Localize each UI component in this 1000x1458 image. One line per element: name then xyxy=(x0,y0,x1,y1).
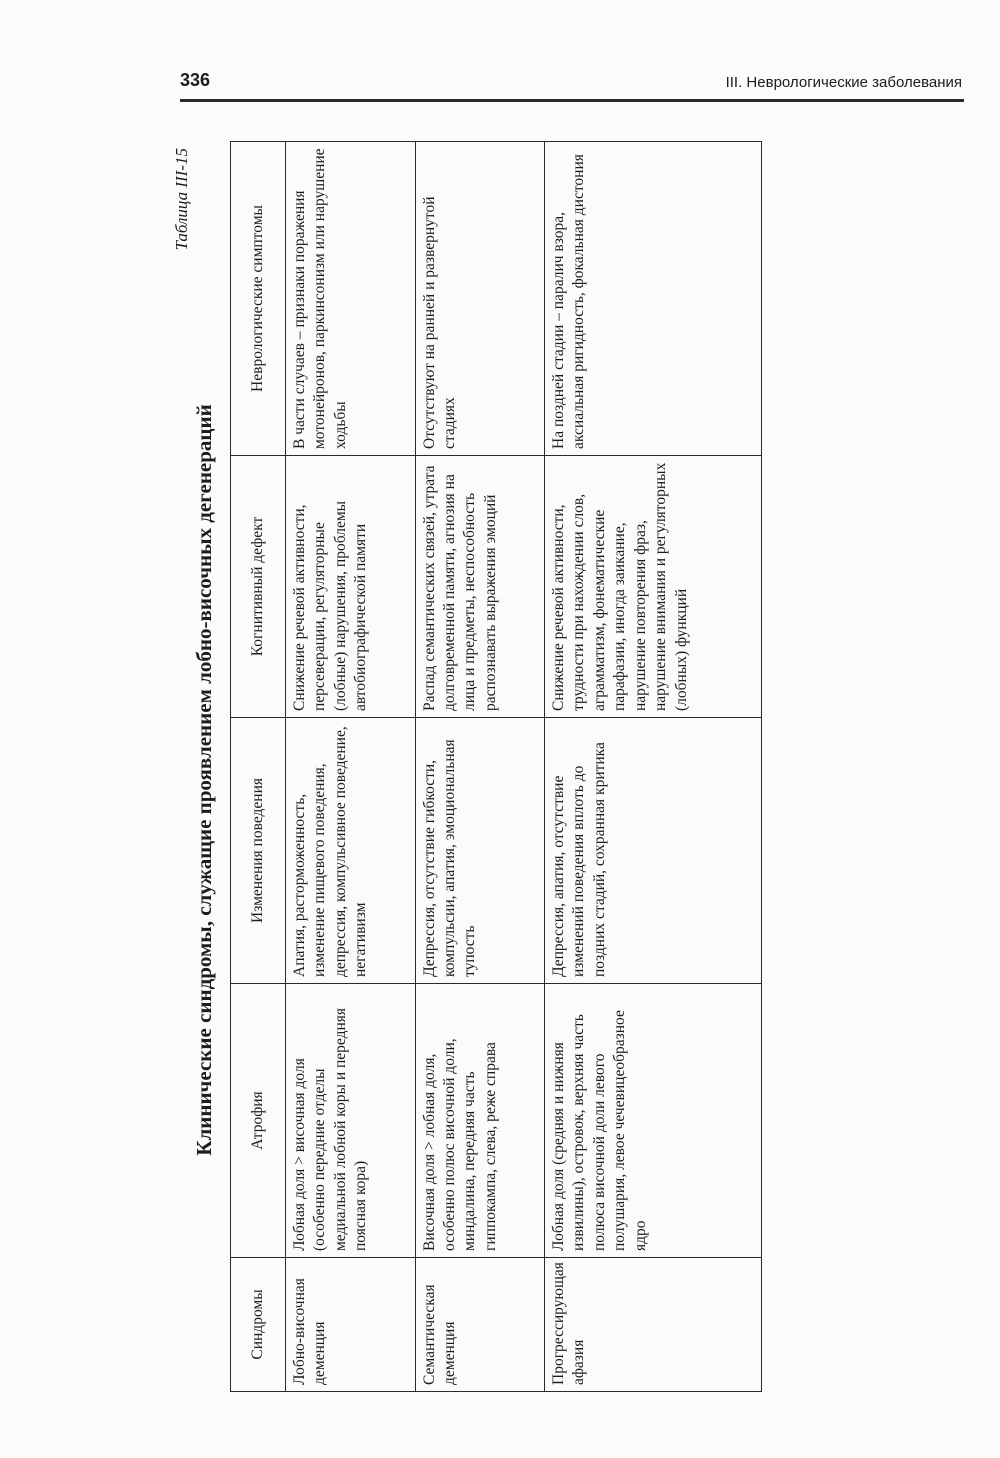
rotated-table-block xyxy=(170,140,770,1420)
neuro-cell: В части случаев – признаки поражения мотонейронов, паркинсонизм или нарушение ходьбы xyxy=(286,142,416,456)
column-header: Атрофия xyxy=(231,984,286,1258)
neuro-cell: Отсутствуют на ранней и развернутой стадиях xyxy=(415,142,545,456)
neuro-cell: На поздней стадии – паралич взора, аксиальная ригидность, фокальная дистония xyxy=(545,142,762,456)
header-rule xyxy=(180,99,964,102)
behavior-cell: Депрессия, отсутствие гибкости, компульсии, апатия, эмоциональная тупость xyxy=(415,718,545,984)
table-row xyxy=(545,142,762,1392)
column-header: Когнитивный дефект xyxy=(231,456,286,718)
atrophy-cell: Лобная доля > височная доля (особенно передние отделы медиальной лобной коры и передняя поясная кора) xyxy=(286,984,416,1258)
table-header-row xyxy=(231,142,286,1392)
cognitive-cell: Снижение речевой активности, трудности при нахождении слов, аграмматизм, фонематические парафазии, иногда заикание, нарушение повторения фраз, нарушение внимания и регуляторных (лобных) функций xyxy=(545,456,762,718)
table-row xyxy=(286,142,416,1392)
syndrome-cell: Лобно-височная деменция xyxy=(286,1258,416,1392)
atrophy-cell: Височная доля > лобная доля, особенно полюс височной доли, миндалина, передняя часть гиппокампа, слева, реже справа xyxy=(415,984,545,1258)
table-number: Таблица III-15 xyxy=(172,148,191,251)
cognitive-cell: Распад семантических связей, утрата долговременной памяти, агнозия на лица и предметы, неспособность распознавать выражения эмоций xyxy=(415,456,545,718)
syndrome-cell: Прогрессирующая афазия xyxy=(545,1258,762,1392)
syndromes-table xyxy=(230,141,762,1392)
running-header: III. Неврологические заболевания xyxy=(725,74,962,91)
cognitive-cell: Снижение речевой активности, персеверации, регуляторные (лобные) нарушения, проблемы автобиографической памяти xyxy=(286,456,416,718)
syndrome-cell: Семантическая деменция xyxy=(415,1258,545,1392)
behavior-cell: Апатия, расторможенность, изменение пищевого поведения, депрессия, компульсивное поведение, негативизм xyxy=(286,718,416,984)
column-header: Неврологические симптомы xyxy=(231,142,286,456)
page-number: 336 xyxy=(180,70,211,90)
column-header: Изменения поведения xyxy=(231,718,286,984)
column-header: Синдромы xyxy=(231,1258,286,1392)
table-title: Клинические синдромы, служащие проявлением лобно-височных дегенераций xyxy=(192,404,216,1156)
table-row xyxy=(415,142,545,1392)
behavior-cell: Депрессия, апатия, отсутствие изменений поведения вплоть до поздних стадий, сохранная критика xyxy=(545,718,762,984)
atrophy-cell: Лобная доля (средняя и нижняя извилины), островок, верхняя часть полюса височной доли левого полушария, левое чечевицеобразное ядро xyxy=(545,984,762,1258)
